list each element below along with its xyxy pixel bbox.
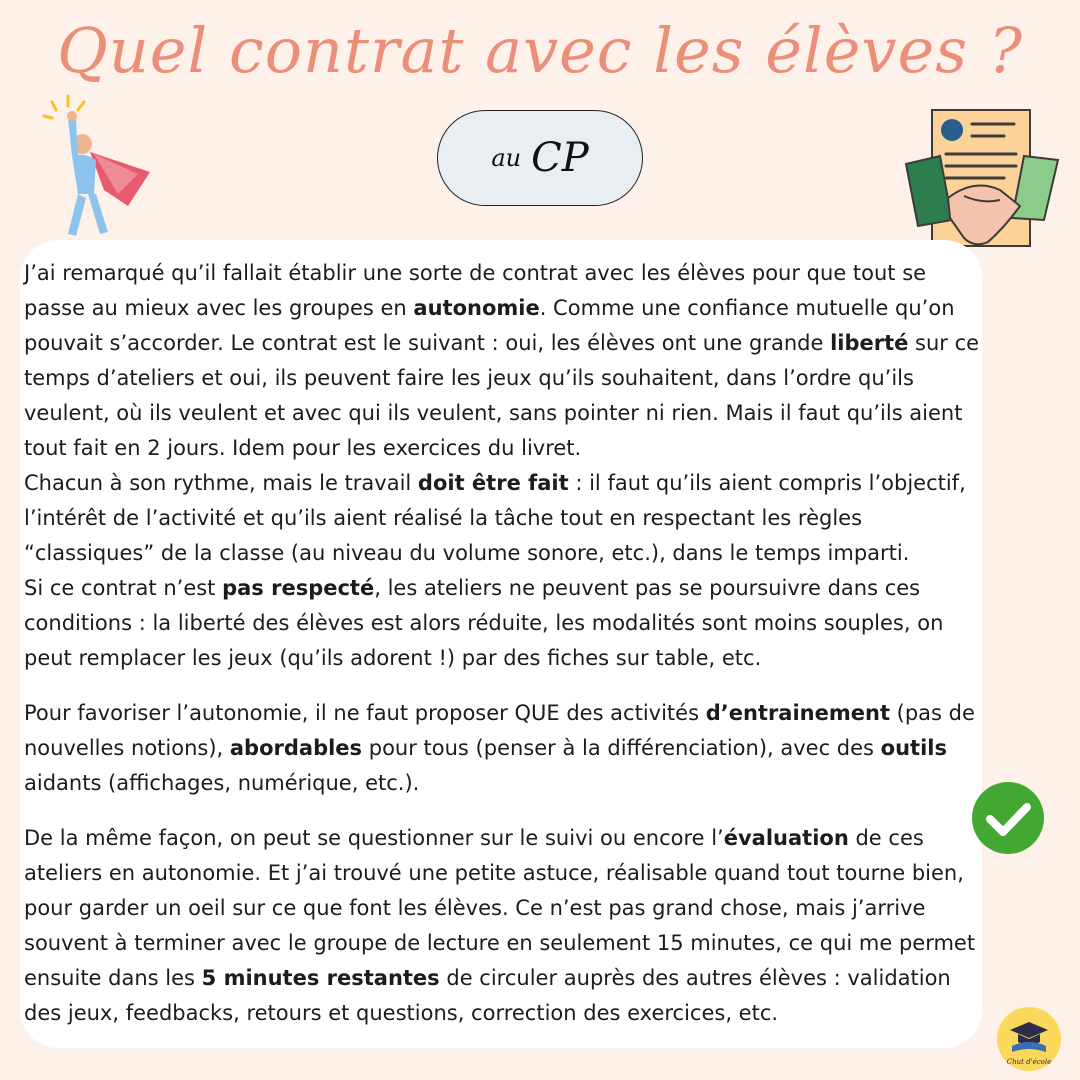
paragraph-evaluation bbox=[24, 821, 984, 1031]
text-segment: De la même façon, on peut se questionner sur le suivi ou encore l’ bbox=[24, 826, 724, 850]
text-segment: Chacun à son rythme, mais le travail bbox=[24, 471, 418, 495]
bold-5-minutes: 5 minutes restantes bbox=[201, 966, 440, 990]
check-circle-icon bbox=[970, 780, 1046, 856]
contract-handshake-icon bbox=[904, 108, 1060, 258]
text-segment: : il faut qu’ils aient compris l’objectif, l’intérêt de l’activité et qu’ils aient réalisé la tâche tout en respectant les règles “classiques” de la classe (au niveau du volume sonore, etc.), dans le temps imparti. bbox=[24, 471, 966, 565]
text-segment: de circuler auprès des autres élèves : validation des jeux, feedbacks, retours et questions, correction des exercices, etc. bbox=[24, 966, 951, 1025]
bold-abordables: abordables bbox=[229, 736, 363, 760]
superhero-icon bbox=[38, 94, 154, 240]
paragraph-contract bbox=[24, 256, 984, 676]
bold-outils: outils bbox=[880, 736, 947, 760]
level-prefix: au bbox=[491, 144, 522, 172]
text-segment: aidants (affichages, numérique, etc.). bbox=[24, 771, 420, 795]
text-segment: , les ateliers ne peuvent pas se poursuivre dans ces conditions : la liberté des élèves est alors réduite, les modalités sont moins souples, on peut remplacer les jeux (qu’ils adorent !) par des fiches sur table, etc. bbox=[24, 576, 944, 670]
text-segment: (pas de nouvelles notions), bbox=[24, 701, 975, 760]
text-segment: . Comme une confiance mutuelle qu’on pouvait s’accorder. Le contrat est le suivant : oui, les élèves ont une grande bbox=[24, 296, 955, 355]
page-title: Quel contrat avec les élèves ? bbox=[57, 14, 1023, 87]
bold-pas-respecte: pas respecté bbox=[222, 576, 375, 600]
text-segment: J’ai remarqué qu’il fallait établir une sorte de contrat avec les élèves pour que tout se passe au mieux avec les groupes en bbox=[24, 261, 927, 320]
paragraph-autonomie bbox=[24, 696, 984, 801]
text-segment: Pour favoriser l’autonomie, il ne faut proposer QUE des activités bbox=[24, 701, 706, 725]
article-text bbox=[24, 256, 984, 1031]
text-segment: de ces ateliers en autonomie. Et j’ai trouvé une petite astuce, réalisable quand tout tourne bien, pour garder un oeil sur ce que font les élèves. Ce n’est pas grand chose, mais j’arrive souvent à terminer avec le groupe de lecture en seulement 15 minutes, ce qui me permet ensuite dans les bbox=[24, 826, 976, 990]
text-segment: pour tous (penser à la différenciation), avec des bbox=[362, 736, 881, 760]
bold-evaluation: évaluation bbox=[723, 826, 849, 850]
level-badge bbox=[437, 110, 643, 206]
bold-autonomie: autonomie bbox=[413, 296, 540, 320]
text-segment: sur ce temps d’ateliers et oui, ils peuvent faire les jeux qu’ils souhaitent, dans l’ordre qu’ils veulent, où ils veulent et avec qui ils veulent, sans pointer ni rien. Mais il faut qu’ils aient tout fait en 2 jours. Idem pour les exercices du livret. bbox=[24, 331, 980, 460]
level-label: CP bbox=[531, 135, 589, 181]
bold-doit-etre-fait: doit être fait bbox=[417, 471, 569, 495]
logo-text: Chut d'école bbox=[1006, 1058, 1052, 1066]
bold-entrainement: d’entrainement bbox=[705, 701, 890, 725]
bold-liberte: liberté bbox=[830, 331, 909, 355]
text-segment: Si ce contrat n’est bbox=[24, 576, 223, 600]
school-logo-icon bbox=[996, 1006, 1062, 1072]
